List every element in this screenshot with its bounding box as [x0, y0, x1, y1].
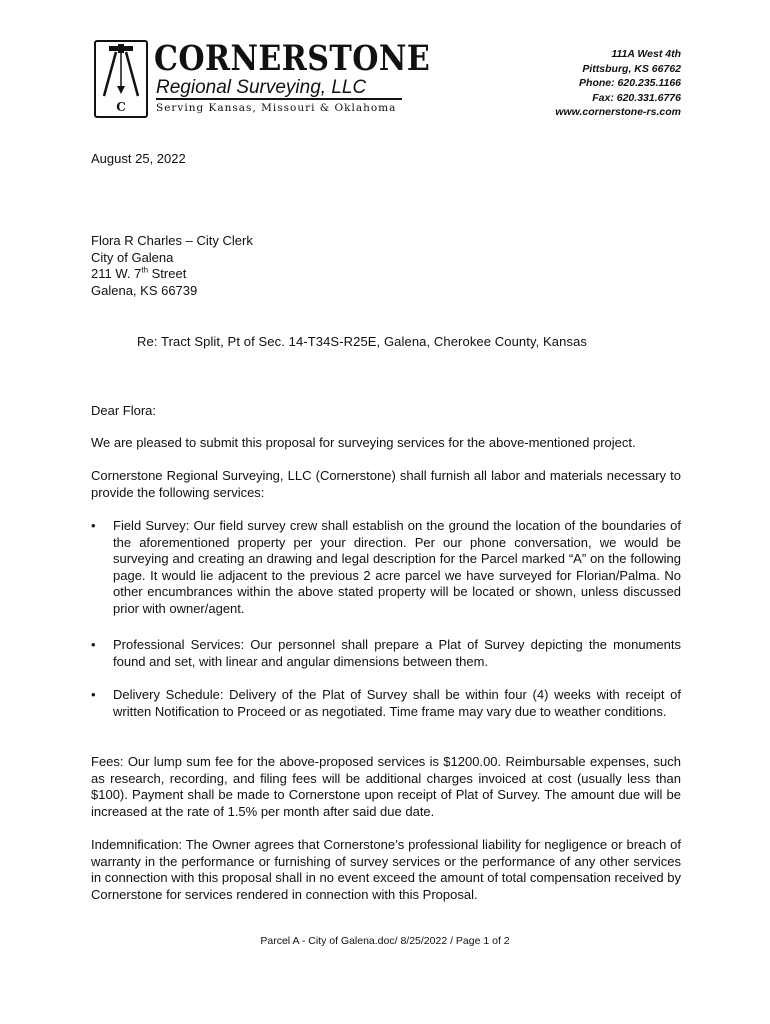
- company-subtitle: Regional Surveying, LLC: [156, 77, 367, 98]
- logo-mark-letter: C: [116, 100, 126, 114]
- subject-line: Re: Tract Split, Pt of Sec. 14-T34S-R25E, Galena, Cherokee County, Kansas: [137, 334, 587, 349]
- company-logo: [94, 38, 431, 120]
- fees-paragraph: Fees: Our lump sum fee for the above-proposed services is $1200.00. Reimbursable expenses, such as research, recording, and filing fees will be additional charges invoiced at cost (usually less than $100). Payment shall be made to Cornerstone upon receipt of Plat of Survey. The amount due will be increased at the rate of 1.5% per month after said due date.: [91, 754, 681, 819]
- address-line-1: 111A West 4th: [611, 48, 681, 60]
- bullet-icon: •: [91, 687, 96, 702]
- company-name: CORNERSTONE: [154, 38, 431, 79]
- street-number: 211 W. 7: [91, 266, 142, 281]
- intro-paragraph: We are pleased to submit this proposal for surveying services for the above-mentioned project.: [91, 435, 636, 450]
- tripod-logo-icon: [94, 40, 148, 118]
- letter-date: August 25, 2022: [91, 151, 186, 166]
- address-line-2: Pittsburg, KS 66762: [582, 62, 681, 75]
- recipient-line-2: City of Galena: [91, 249, 174, 265]
- recipient-line-4: Galena, KS 66739: [91, 282, 198, 298]
- street-name: Street: [148, 266, 187, 281]
- bullet-icon: •: [91, 518, 96, 533]
- bullet-icon: •: [91, 637, 96, 652]
- indemnification-paragraph: Indemnification: The Owner agrees that Cornerstone’s professional liability for negligence or breach of warranty in the performance or furnishing of survey services or the performance of any other services in connection with this proposal shall in no event exceed the amount of total compensation received by Cornerstone for services rendered in connection with this Proposal.: [91, 837, 681, 902]
- contact-block: [555, 47, 681, 120]
- fax-number: Fax: 620.331.6776: [592, 91, 681, 104]
- page-footer: Parcel A - City of Galena.doc/ 8/25/2022 / Page 1 of 2: [260, 935, 510, 947]
- bullet-professional-services: Professional Services: Our personnel shall prepare a Plat of Survey depicting the monuments found and set, with linear and angular dimensions between them.: [113, 637, 681, 669]
- recipient-address: [91, 233, 253, 299]
- website-link[interactable]: www.cornerstone-rs.com: [555, 106, 681, 118]
- company-tagline: Serving Kansas, Missouri & Oklahoma: [156, 102, 397, 114]
- phone-number: Phone: 620.235.1166: [579, 77, 681, 89]
- logo-divider: [156, 98, 402, 100]
- recipient-line-3: [91, 266, 253, 283]
- services-paragraph: Cornerstone Regional Surveying, LLC (Cornerstone) shall furnish all labor and materials necessary to provide the following services:: [91, 468, 681, 500]
- bullet-delivery-schedule: Delivery Schedule: Delivery of the Plat of Survey shall be within four (4) weeks with receipt of written Notification to Proceed or as negotiated. Time frame may vary due to weather conditions.: [113, 687, 681, 719]
- recipient-line-1: Flora R Charles – City Clerk: [91, 233, 253, 248]
- street-ordinal: th: [141, 265, 149, 275]
- salutation: Dear Flora:: [91, 403, 157, 418]
- bullet-field-survey: Field Survey: Our field survey crew shall establish on the ground the location of the boundaries of the aforementioned property per your direction. Per our phone conversation, we would be surveying and creating an drawing and legal description for the Parcel marked “A” on the following page. It would lie adjacent to the previous 2 acre parcel we have surveyed for Florian/Palma. No other encumbrances within the above stated property will be located or shown, unless discussed prior with owner/agent.: [113, 518, 681, 616]
